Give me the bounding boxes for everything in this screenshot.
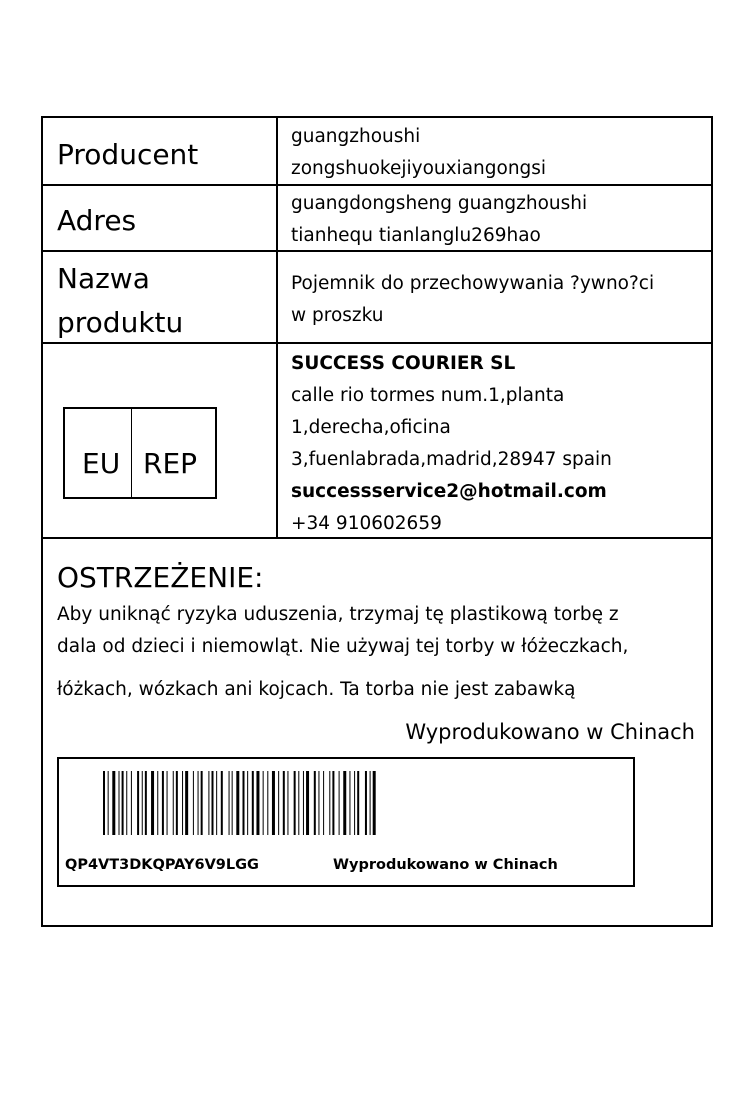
eu-rep-badge	[63, 407, 217, 499]
eu-rep-details-cell	[278, 344, 711, 537]
barcode-bar	[137, 771, 139, 835]
barcode-bar	[343, 771, 346, 835]
barcode-bar	[267, 771, 268, 835]
producer-line: zongshuokejiyouxiangongsi	[291, 158, 547, 179]
address-row	[43, 186, 711, 252]
address-line: guangdongsheng guangzhoushi	[291, 193, 588, 214]
barcode-bar	[119, 771, 120, 835]
barcode-bar	[283, 771, 285, 835]
barcode-bar	[278, 771, 279, 835]
barcode-bar	[252, 771, 254, 835]
barcode-bar	[173, 771, 174, 835]
barcode-bar	[142, 771, 143, 835]
eu-badge-text: EU	[82, 447, 121, 480]
product-name-value-cell	[278, 252, 711, 342]
product-name-label: produktu	[57, 306, 184, 339]
eu-rep-address-line: 3,fuenlabrada,madrid,28947 spain	[291, 449, 612, 470]
barcode-bar	[357, 771, 359, 835]
warning-line: dala od dzieci i niemowląt. Nie używaj tej torby w łóżeczkach,	[57, 636, 629, 657]
address-label-cell	[43, 186, 278, 250]
barcode-bar	[126, 771, 127, 835]
barcode-bar	[103, 771, 105, 835]
warning-line: Aby uniknąć ryzyka uduszenia, trzymaj tę plastikową torbę z	[57, 604, 619, 625]
barcode-bar	[243, 771, 245, 835]
product-name-row	[43, 252, 711, 344]
barcode-bar	[221, 771, 223, 835]
barcode-bar	[370, 771, 371, 835]
product-name-label-cell	[43, 252, 278, 342]
barcode-bar	[198, 771, 199, 835]
address-label: Adres	[57, 204, 137, 237]
barcode-bar	[216, 771, 217, 835]
address-line: tianhequ tianlanglu269hao	[291, 225, 541, 246]
barcode-bar	[349, 771, 350, 835]
barcode-bar	[185, 771, 188, 835]
barcode-bar	[298, 771, 299, 835]
barcode-bar	[229, 771, 230, 835]
barcode-bar	[176, 771, 178, 835]
barcode-bar	[318, 771, 319, 835]
barcode-bar	[112, 771, 115, 835]
made-in-text: Wyprodukowano w Chinach	[405, 720, 695, 744]
barcode-label	[57, 757, 635, 887]
producer-label-cell	[43, 118, 278, 184]
barcode-bar	[287, 771, 288, 835]
barcode-made-in-text: Wyprodukowano w Chinach	[333, 857, 558, 873]
barcode-bar	[263, 771, 264, 835]
eu-rep-address-line: 1,derecha,oficina	[291, 417, 451, 438]
product-name-line: w proszku	[291, 305, 384, 326]
barcode-bar	[272, 771, 275, 835]
barcode-bar	[329, 771, 330, 835]
barcode-bar	[232, 771, 233, 835]
eu-rep-company: SUCCESS COURIER SL	[291, 353, 516, 374]
warning-line: łóżkach, wózkach ani kojcach. Ta torba nie jest zabawką	[57, 679, 576, 700]
barcode-bar	[247, 771, 248, 835]
eu-rep-divider	[131, 409, 132, 497]
barcode-bar	[314, 771, 316, 835]
barcode-bar	[151, 771, 154, 835]
barcode-bar	[201, 771, 203, 835]
barcode-bar	[145, 771, 147, 835]
producer-row	[43, 118, 711, 186]
barcode-bar	[303, 771, 304, 835]
product-name-line: Pojemnik do przechowywania ?ywno?ci	[291, 273, 655, 294]
barcode-bar	[294, 771, 296, 835]
barcode-bar	[193, 771, 194, 835]
barcode-bar	[157, 771, 158, 835]
barcode-bar	[167, 771, 168, 835]
barcode-bar	[256, 771, 259, 835]
eu-rep-email: successservice2@hotmail.com	[291, 481, 607, 502]
barcode-bar	[108, 771, 109, 835]
barcode-bar	[365, 771, 367, 835]
barcode-bar	[354, 771, 355, 835]
product-name-label: Nazwa	[57, 262, 150, 295]
eu-rep-row	[43, 344, 711, 539]
barcode-code-text: QP4VT3DKQPAY6V9LGG	[65, 857, 259, 873]
eu-rep-phone: +34 910602659	[291, 513, 442, 534]
product-label	[41, 116, 713, 927]
barcode-bar	[332, 771, 334, 835]
barcode-bar	[182, 771, 183, 835]
barcode-bar	[208, 771, 209, 835]
rep-badge-text: REP	[143, 447, 198, 480]
barcode-bar	[373, 771, 376, 835]
barcode-image	[103, 771, 603, 837]
barcode-bar	[323, 771, 324, 835]
barcode-bar	[236, 771, 239, 835]
eu-rep-address-line: calle rio tormes num.1,planta	[291, 385, 565, 406]
producer-line: guangzhoushi	[291, 126, 421, 147]
barcode-bar	[122, 771, 124, 835]
barcode-bar	[339, 771, 340, 835]
eu-rep-badge-cell	[43, 344, 278, 537]
barcode-bar	[306, 771, 309, 835]
producer-value-cell	[278, 118, 711, 184]
warning-title: OSTRZEŻENIE:	[57, 561, 264, 594]
address-value-cell	[278, 186, 711, 250]
warning-section	[43, 539, 711, 925]
barcode-bar	[212, 771, 214, 835]
barcode-bar	[131, 771, 132, 835]
barcode-bar	[162, 771, 164, 835]
producer-label: Producent	[57, 138, 199, 171]
